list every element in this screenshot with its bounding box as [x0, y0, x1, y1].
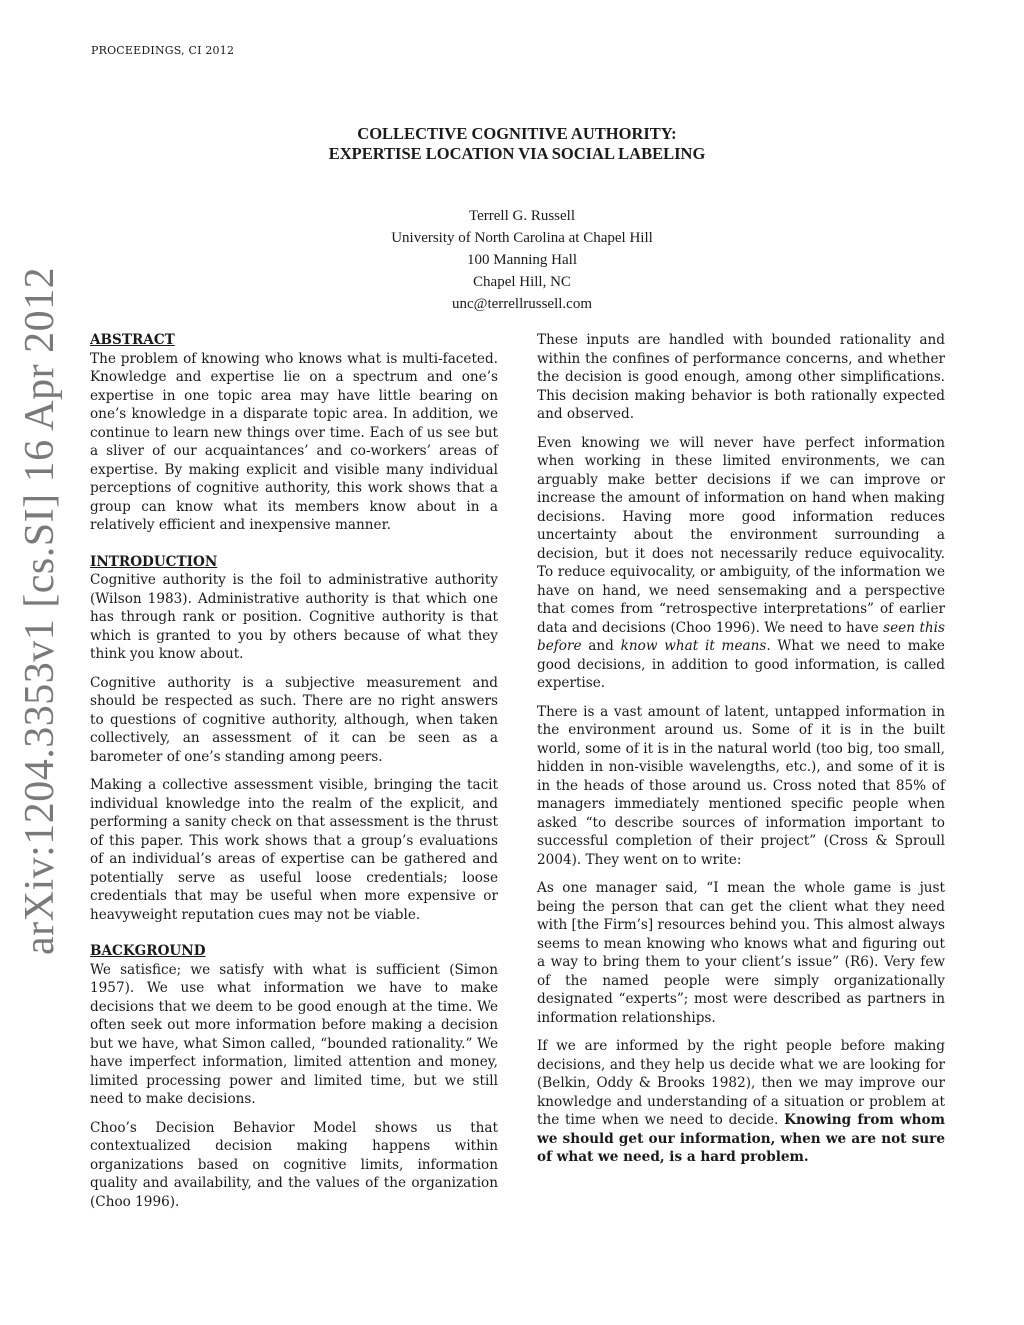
running-head: PROCEEDINGS, CI 2012: [91, 44, 235, 57]
text-run: . What we need to make good decisions, in addition to good information, is called expertise.: [537, 638, 945, 691]
author-address-line: 100 Manning Hall: [467, 252, 577, 268]
title-line: EXPERTISE LOCATION VIA SOCIAL LABELING: [328, 144, 706, 163]
abstract-section: [90, 331, 498, 535]
block-quote: As one manager said, “I mean the whole game is just being the person that can get the client what they need with [the Firm’s] resources behind you. This almost always seems to mean knowing who knows what and figuring out a way to bring them to your client’s issue” (R6). Very few of the named people were simply organizationally designated “experts”; most were described as partners in information relationships.: [537, 880, 945, 1026]
author-email: unc@terrellrussell.com: [451, 296, 593, 312]
author-address-line: Chapel Hill, NC: [473, 274, 571, 290]
emphasis: seen this before: [537, 619, 945, 654]
paragraph: Cognitive authority is a subjective measurement and should be respected as such. There are no right answers to questions of cognitive authority, although, when taken collectively, an assessment of it can be seen as a barometer of one’s standing among peers.: [90, 674, 498, 765]
author-block: [300, 205, 744, 315]
paragraph: We satisfice; we satisfy with what is sufficient (Simon 1957). We use what information we have to make decisions that we deem to be good enough at the time. We often seek out more information before making a decision but we have, what Simon called, “bounded rationality.” We have imperfect information, limited attention and money, limited processing power and limited time, but we still need to make decisions.: [90, 961, 498, 1107]
left-column: [90, 331, 498, 1229]
text-run: If we are informed by the right people before making decisions, and they help us decide what we are looking for (Belkin, Oddy & Brooks 1982), then we may improve our knowledge and understanding of a situation or problem at the time when we need to decide.: [537, 1038, 945, 1128]
section-heading: INTRODUCTION: [90, 553, 218, 570]
author-name: Terrell G. Russell: [468, 208, 575, 224]
bold-statement: Knowing from whom we should get our information, when we are not sure of what we need, is a hard problem.: [537, 1112, 945, 1165]
paragraph: Making a collective assessment visible, bringing the tacit individual knowledge into the realm of the explicit, and performing a sanity check on that assessment is the thrust of this paper. This work shows that a group’s evaluations of an individual’s areas of expertise can be gathered and potentially serve as useful loose credentials; loose credentials that may be useful when more expensive or heavyweight reputation cues may not be viable.: [90, 777, 498, 923]
arxiv-identifier: arXiv:1204.3353v1 [cs.SI] 16 Apr 2012: [17, 266, 63, 955]
paragraph: [537, 1037, 945, 1167]
text-run: Even knowing we will never have perfect information when working in these limited environments, we can arguably make better decisions if we can improve or increase the amount of information on hand when making decisions. Having more good information reduces uncertainty about the environment surrounding a decision, but it does not necessarily reduce equivocality. To reduce equivocality, or ambiguity, of the information we have on hand, we need sensemaking and a perspective that comes from “retrospective interpretations” of earlier data and decisions (Choo 1996). We need to have: [537, 434, 945, 636]
section-heading: ABSTRACT: [90, 332, 175, 348]
right-column: [537, 331, 945, 1177]
section-heading: BACKGROUND: [90, 943, 206, 959]
paragraph: Cognitive authority is the foil to administrative authority (Wilson 1983). Administrative authority is that which one has through rank or position. Cognitive authority is that which is granted to you by others because of what they think you know about.: [90, 572, 498, 662]
introduction-section: [90, 553, 498, 925]
paragraph: There is a vast amount of latent, untapped information in the environment around us. Some of it is in the built world, some of it is in the natural world (too big, too small, hidden in non-visible wavelengths, etc.), and some of it is in the heads of those around us. Cross noted that 85% of managers immediately mentioned specific people when asked “to describe sources of information important to successful completion of their project” (Cross & Sproull 2004). They went on to write:: [537, 703, 945, 868]
emphasis: know what it means: [620, 638, 767, 654]
author-affiliation: University of North Carolina at Chapel Hill: [391, 230, 653, 246]
abstract-text: The problem of knowing who knows what is multi-faceted. Knowledge and expertise lie on a spectrum and one’s expertise in one topic area may have little bearing on one’s knowledge in a disparate topic area. In addition, we continue to learn new things over time. Each of us see but a sliver of our acquaintances’ and co-workers’ areas of expertise. By making explicit and visible many individual perceptions of cognitive authority, this work shows that a group can know what its members know about in a relatively efficient and inexpensive manner.: [90, 350, 498, 533]
paragraph: Choo’s Decision Behavior Model shows us that contextualized decision making happens within organizations based on cognitive limits, information quality and availability, and the values of the organization (Choo 1996).: [90, 1119, 498, 1210]
paragraph: These inputs are handled with bounded rationality and within the confines of performance concerns, and whether the decision is good enough, among other simplifications. This decision making behavior is both rationally expected and observed.: [537, 332, 945, 422]
background-section: [90, 942, 498, 1211]
paper-title: [230, 124, 804, 164]
paragraph: [537, 434, 945, 693]
text-run: and: [581, 638, 621, 654]
title-line: COLLECTIVE COGNITIVE AUTHORITY:: [357, 124, 677, 143]
